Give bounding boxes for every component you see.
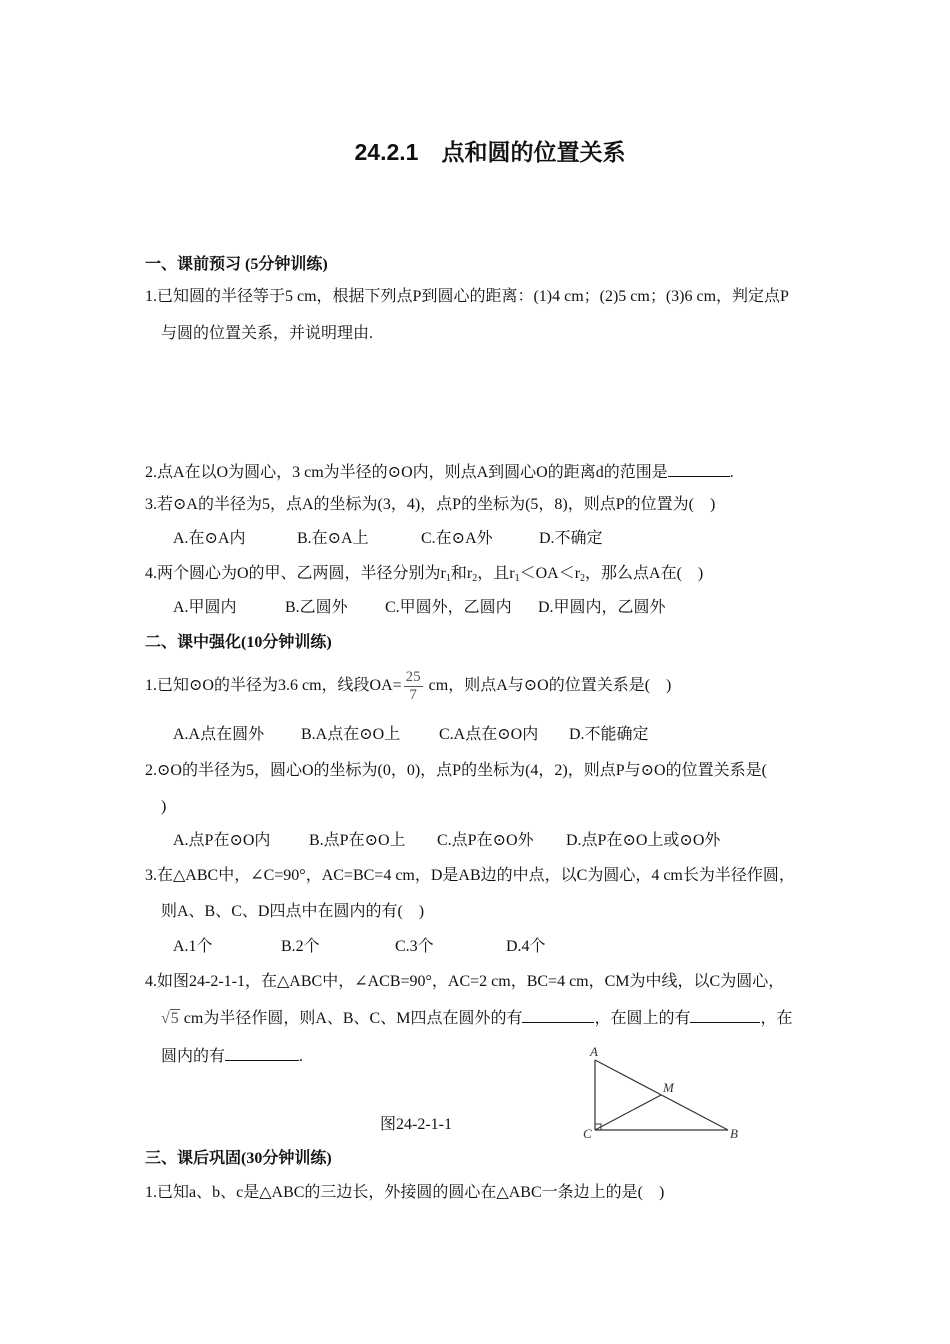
section-heading-after: 三、课后巩固(30分钟训练) bbox=[145, 1150, 332, 1167]
s3-q1: 1.已知a、b、c是△ABC的三边长，外接圆的圆心在△ABC一条边上的是( ) bbox=[145, 1184, 665, 1201]
label-b: B bbox=[730, 1126, 738, 1141]
s2-q4-line2 bbox=[161, 1006, 793, 1030]
sqrt-radicand: 5 bbox=[170, 1010, 179, 1027]
figure-caption: 图24-2-1-1 bbox=[380, 1116, 452, 1133]
option-b: B.2个 bbox=[281, 938, 320, 955]
option-c: C.甲圆外，乙圆内 bbox=[385, 599, 512, 616]
page-title: 24.2.1 点和圆的位置关系 bbox=[354, 139, 626, 165]
s2-q4-line3-text: 圆内的有 bbox=[161, 1048, 226, 1065]
s1-q4-a: 4.两个圆心为O的甲、乙两圆，半径分别为r bbox=[145, 565, 446, 582]
segment-cm bbox=[595, 1095, 661, 1130]
option-c: C.点P在⊙O外 bbox=[437, 832, 534, 849]
s1-q1-line1: 1.已知圆的半径等于5 cm，根据下列点P到圆心的距离：(1)4 cm；(2)5 cm；(3)6 cm，判定点P bbox=[145, 288, 789, 305]
s2-q4-line2c: ，在 bbox=[760, 1010, 793, 1027]
s1-q4-b: 和r bbox=[450, 565, 473, 582]
option-c: C.在⊙A外 bbox=[421, 530, 493, 547]
option-a: A.A点在圆外 bbox=[173, 726, 265, 743]
subscript: 1 bbox=[514, 573, 520, 584]
sqrt-expression: √5 bbox=[161, 1010, 179, 1027]
answer-blank-on bbox=[690, 1006, 760, 1023]
option-c: C.A点在⊙O内 bbox=[439, 726, 539, 743]
answer-blank-inside bbox=[225, 1044, 299, 1061]
s1-q2-end: . bbox=[729, 464, 734, 481]
s2-q4-line2b: ，在圆上的有 bbox=[594, 1010, 691, 1027]
s2-q2-options bbox=[173, 830, 720, 852]
s1-q4-d: ＜OA＜r bbox=[519, 565, 581, 582]
option-d: D.甲圆内，乙圆外 bbox=[538, 599, 666, 616]
s1-q3: 3.若⊙A的半径为5，点A的坐标为(3，4)，点P的坐标为(5，8)，则点P的位置为( ) bbox=[145, 496, 716, 513]
s2-q1-options bbox=[173, 724, 649, 746]
subscript: 2 bbox=[580, 573, 586, 584]
subscript: 1 bbox=[445, 573, 451, 584]
option-a: A.1个 bbox=[173, 938, 213, 955]
label-c: C bbox=[583, 1126, 592, 1141]
label-m: M bbox=[663, 1080, 674, 1095]
option-d: D.点P在⊙O上或⊙O外 bbox=[566, 832, 721, 849]
option-b: B.在⊙A上 bbox=[297, 530, 369, 547]
option-d: D.不确定 bbox=[539, 530, 603, 547]
s2-q1-pre: 1.已知⊙O的半径为3.6 cm，线段OA= bbox=[145, 677, 402, 694]
fraction-denominator: 7 bbox=[409, 686, 417, 703]
s2-q4-line2a: cm为半径作圆，则A、B、C、M四点在圆外的有 bbox=[179, 1010, 523, 1027]
section-heading-class: 二、课中强化(10分钟训练) bbox=[145, 634, 332, 651]
s1-q3-options bbox=[173, 528, 603, 550]
section-heading-preview: 一、课前预习 (5分钟训练) bbox=[145, 256, 328, 273]
s1-q2 bbox=[145, 460, 734, 484]
s1-q1-line2: 与圆的位置关系，并说明理由. bbox=[161, 325, 374, 342]
subscript: 2 bbox=[472, 573, 478, 584]
option-b: B.A点在⊙O上 bbox=[301, 726, 401, 743]
option-a: A.在⊙A内 bbox=[173, 530, 246, 547]
s1-q2-text: 2.点A在以O为圆心，3 cm为半径的⊙O内，则点A到圆心O的距离d的范围是 bbox=[145, 464, 668, 481]
s2-q3-line1: 3.在△ABC中，∠C=90°，AC=BC=4 cm，D是AB边的中点，以C为圆心，4 cm长为半径作圆， bbox=[145, 867, 795, 884]
fraction bbox=[404, 669, 423, 704]
s2-q4-line3-end: . bbox=[299, 1048, 304, 1065]
s1-q4-c: ，且r bbox=[477, 565, 515, 582]
s2-q4-line1: 4.如图24-2-1-1，在△ABC中，∠ACB=90°，AC=2 cm，BC=4 cm，CM为中线，以C为圆心， bbox=[145, 973, 785, 990]
option-b: B.点P在⊙O上 bbox=[309, 832, 406, 849]
option-b: B.乙圆外 bbox=[285, 599, 348, 616]
answer-blank bbox=[668, 460, 730, 477]
s2-q2-line1: 2.⊙O的半径为5，圆心O的坐标为(0，0)，点P的坐标为(4，2)，则点P与⊙O的位置关系是( bbox=[145, 762, 767, 779]
s2-q4-line3 bbox=[161, 1044, 303, 1068]
s1-q4-e: ，那么点A在( ) bbox=[585, 565, 704, 582]
label-a: A bbox=[590, 1044, 598, 1059]
s2-q1 bbox=[145, 668, 671, 704]
s1-q4 bbox=[145, 563, 703, 590]
s1-q4-options bbox=[173, 597, 666, 619]
fraction-numerator: 25 bbox=[405, 668, 421, 685]
s2-q3-options bbox=[173, 936, 546, 958]
answer-blank-outside bbox=[522, 1006, 594, 1023]
option-d: D.不能确定 bbox=[569, 726, 649, 743]
triangle-figure bbox=[580, 1042, 750, 1142]
option-a: A.点P在⊙O内 bbox=[173, 832, 271, 849]
option-a: A.甲圆内 bbox=[173, 599, 237, 616]
s2-q2-line2: ) bbox=[161, 798, 167, 815]
s2-q3-line2: 则A、B、C、D四点中在圆内的有( ) bbox=[161, 903, 425, 920]
option-c: C.3个 bbox=[395, 938, 434, 955]
s2-q1-post: cm，则点A与⊙O的位置关系是( ) bbox=[424, 677, 672, 694]
option-d: D.4个 bbox=[506, 938, 546, 955]
